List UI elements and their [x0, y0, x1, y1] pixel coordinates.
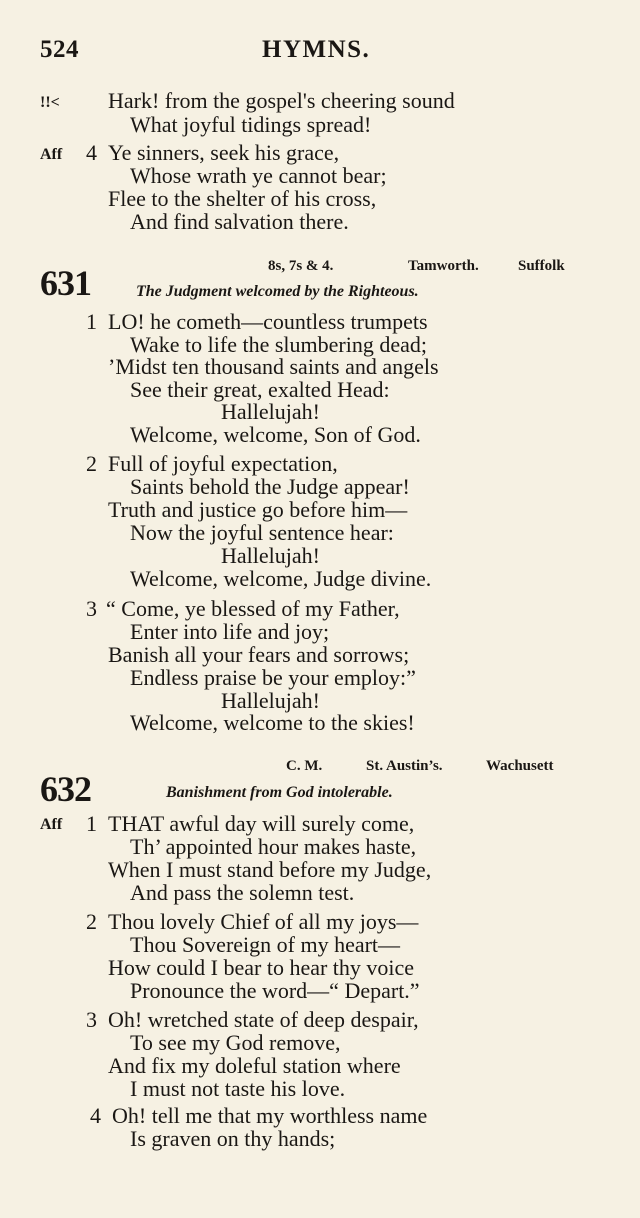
- hymn-line: Welcome, welcome, Son of God.: [130, 422, 421, 447]
- dynamic-mark: Aff: [40, 146, 63, 163]
- hymn-line: To see my God remove,: [130, 1030, 341, 1055]
- running-title: HYMNS.: [262, 36, 371, 63]
- hymn-line: Endless praise be your employ:”: [130, 665, 416, 690]
- meter: C. M.: [286, 758, 323, 774]
- hymn-title: The Judgment welcomed by the Righteous.: [136, 283, 419, 300]
- hymn-line: Hallelujah!: [221, 688, 320, 713]
- hymn-line: Wake to life the slumbering dead;: [130, 332, 427, 357]
- stanza-number: 1: [86, 309, 97, 334]
- hymn-line: Ye sinners, seek his grace,: [108, 140, 340, 165]
- hymn-line: THAT awful day will surely come,: [108, 811, 415, 836]
- stanza-number: 2: [86, 451, 97, 476]
- stanza-number: 1: [86, 811, 97, 836]
- hymn-line: And fix my doleful station where: [108, 1053, 401, 1078]
- hymn-line: Banish all your fears and sorrows;: [108, 642, 410, 667]
- tune-name: St. Austin’s.: [366, 758, 443, 774]
- hymn-line: How could I bear to hear thy voice: [108, 955, 415, 980]
- stanza-number: 3: [86, 596, 97, 621]
- hymn-line: “ Come, ye blessed of my Father,: [106, 596, 400, 621]
- dynamic-mark: !!<: [40, 94, 60, 111]
- hymn-line: And find salvation there.: [130, 209, 349, 234]
- page-number: 524: [40, 36, 79, 63]
- hymn-line: And pass the solemn test.: [130, 880, 355, 905]
- hymn-line: Welcome, welcome, Judge divine.: [130, 566, 432, 591]
- stanza-number: 4: [90, 1103, 101, 1128]
- stanza-number: 2: [86, 909, 97, 934]
- hymn-line: Oh! wretched state of deep despair,: [108, 1007, 419, 1032]
- hymn-line: See their great, exalted Head:: [130, 377, 390, 402]
- hymn-line: When I must stand before my Judge,: [108, 857, 432, 882]
- hymn-line: Hallelujah!: [221, 543, 320, 568]
- stanza-number: 3: [86, 1007, 97, 1032]
- hymn-line: Th’ appointed hour makes haste,: [130, 834, 417, 859]
- hymn-title: Banishment from God intolerable.: [166, 784, 393, 801]
- hymn-line: Oh! tell me that my worthless name: [112, 1103, 428, 1128]
- hymn-line: Flee to the shelter of his cross,: [108, 186, 377, 211]
- hymn-line: Pronounce the word—“ Depart.”: [130, 978, 420, 1003]
- hymn-line: Hark! from the gospel's cheering sound: [108, 88, 455, 113]
- hymn-line: Thou lovely Chief of all my joys—: [108, 909, 419, 934]
- hymn-line: Full of joyful expectation,: [108, 451, 338, 476]
- tune-name: Tamworth.: [408, 258, 479, 274]
- hymn-line: Is graven on thy hands;: [130, 1126, 336, 1151]
- stanza-number: 4: [86, 140, 97, 165]
- hymn-line: What joyful tidings spread!: [130, 112, 372, 137]
- hymn-line: I must not taste his love.: [130, 1076, 346, 1101]
- tune-name: Wachusett: [486, 758, 554, 774]
- hymn-number: 632: [40, 769, 91, 809]
- hymn-line: Now the joyful sentence hear:: [130, 520, 394, 545]
- meter: 8s, 7s & 4.: [268, 258, 334, 274]
- hymn-line: Welcome, welcome to the skies!: [130, 710, 415, 735]
- hymn-line: Hallelujah!: [221, 399, 320, 424]
- hymn-line: Truth and justice go before him—: [108, 497, 408, 522]
- hymn-line: LO! he cometh—countless trumpets: [108, 309, 428, 334]
- dynamic-mark: Aff: [40, 816, 63, 833]
- hymn-line: Saints behold the Judge appear!: [130, 474, 410, 499]
- hymn-line: Whose wrath ye cannot bear;: [130, 163, 387, 188]
- hymn-line: ’Midst ten thousand saints and angels: [108, 354, 439, 379]
- tune-name: Suffolk: [518, 258, 565, 274]
- hymn-line: Enter into life and joy;: [130, 619, 330, 644]
- hymn-line: Thou Sovereign of my heart—: [130, 932, 401, 957]
- hymn-number: 631: [40, 263, 91, 303]
